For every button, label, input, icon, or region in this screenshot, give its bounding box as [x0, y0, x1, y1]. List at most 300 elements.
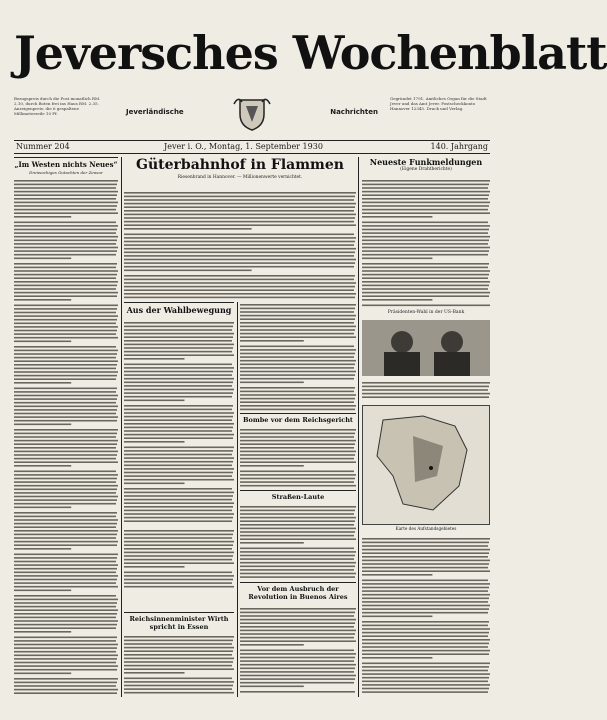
text-line	[14, 323, 116, 325]
text-line	[14, 212, 118, 214]
text-line	[240, 311, 354, 313]
text-line	[240, 367, 354, 369]
text-line	[240, 562, 356, 564]
text-line	[240, 443, 355, 445]
right-bottom-text	[362, 536, 490, 696]
text-line	[124, 347, 233, 349]
text-line	[240, 461, 356, 463]
wahl-text	[124, 320, 234, 525]
text-line	[124, 371, 233, 373]
text-line	[14, 617, 116, 619]
text-line	[14, 620, 118, 622]
text-line	[124, 479, 234, 481]
text-line	[240, 640, 356, 642]
coat-of-arms-icon	[232, 94, 272, 132]
text-line	[14, 184, 117, 186]
text-line	[14, 250, 117, 252]
text-line	[124, 206, 355, 208]
map-caption: Karte des Aufstandsgebietes	[395, 526, 457, 531]
text-line	[14, 371, 118, 373]
text-line	[124, 640, 233, 642]
text-line	[362, 267, 488, 269]
text-line	[124, 400, 185, 402]
info-bar	[14, 140, 490, 154]
text-line	[240, 394, 356, 396]
text-line	[124, 555, 233, 557]
text-line	[14, 665, 118, 667]
text-line	[240, 558, 354, 560]
text-line	[362, 549, 490, 551]
text-line	[362, 247, 490, 249]
ear-right: Gegründet 1791. Amtliches Organ für die Stadt Jever und das Amt Jever. Postscheckkonto Hannover 12345. Druck und Verlag.	[390, 96, 487, 111]
text-line	[124, 544, 233, 546]
text-line	[14, 409, 117, 411]
text-line	[14, 534, 117, 536]
text-line	[14, 568, 117, 570]
text-line	[362, 299, 432, 301]
text-line	[14, 326, 118, 328]
text-line	[124, 322, 234, 324]
text-line	[14, 191, 118, 193]
text-line	[14, 346, 116, 348]
text-line	[14, 312, 116, 314]
text-line	[240, 458, 354, 460]
text-line	[14, 613, 117, 615]
col1-headline: „Im Westen nichts Neues“	[14, 157, 118, 169]
text-line	[362, 628, 490, 630]
text-line	[240, 440, 356, 442]
text-line	[14, 631, 71, 633]
text-line	[14, 364, 117, 366]
text-line	[362, 250, 489, 252]
text-line	[124, 530, 234, 532]
text-line	[124, 344, 234, 346]
text-line	[362, 285, 489, 287]
text-line	[124, 382, 233, 384]
text-line	[14, 436, 116, 438]
text-line	[124, 492, 234, 494]
text-line	[124, 329, 232, 331]
text-line	[240, 535, 354, 537]
strassen-text	[240, 504, 356, 580]
text-line	[14, 519, 118, 521]
text-line	[14, 689, 118, 691]
text-line	[362, 583, 490, 585]
text-line	[14, 225, 118, 227]
text-line	[240, 517, 356, 519]
text-line	[124, 262, 355, 264]
text-line	[124, 196, 355, 198]
text-line	[14, 429, 118, 431]
text-line	[124, 513, 234, 515]
text-line	[362, 180, 490, 182]
text-line	[124, 552, 234, 554]
text-line	[362, 194, 489, 196]
text-line	[14, 229, 117, 231]
text-line	[124, 678, 232, 680]
text-line	[124, 668, 234, 670]
text-line	[362, 587, 489, 589]
text-line	[240, 336, 356, 338]
text-line	[124, 643, 232, 645]
text-line	[14, 537, 116, 539]
text-line	[14, 288, 116, 290]
text-line	[124, 534, 233, 536]
text-line	[362, 552, 489, 554]
col1-text-lines	[14, 178, 118, 698]
text-line	[240, 551, 356, 553]
text-line	[14, 481, 116, 483]
text-line	[240, 608, 356, 610]
strassen-headline: Straßen-Laute	[240, 490, 356, 501]
text-line	[124, 326, 233, 328]
text-line	[240, 340, 304, 342]
text-line	[14, 187, 116, 189]
text-line	[240, 633, 355, 635]
main-headline: Güterbahnhof in Flammen	[136, 157, 344, 173]
text-line	[14, 254, 116, 256]
text-line	[124, 351, 232, 353]
text-line	[14, 416, 118, 418]
text-line	[240, 485, 356, 487]
text-line	[124, 475, 232, 477]
text-line	[240, 615, 354, 617]
text-line	[362, 292, 490, 294]
text-line	[14, 350, 118, 352]
text-line	[124, 688, 232, 690]
text-line	[240, 308, 355, 310]
text-line	[124, 279, 354, 281]
text-line	[240, 569, 354, 571]
text-line	[124, 517, 233, 519]
text-line	[14, 388, 117, 390]
text-line	[124, 297, 355, 299]
text-line	[240, 346, 354, 348]
text-line	[124, 495, 233, 497]
text-line	[362, 594, 490, 596]
text-line	[14, 315, 118, 317]
text-line	[124, 510, 232, 512]
text-line	[14, 391, 116, 393]
masthead	[14, 22, 607, 84]
text-line	[240, 315, 356, 317]
text-line	[14, 406, 118, 408]
text-line	[14, 357, 116, 359]
text-line	[362, 643, 489, 645]
text-line	[14, 682, 117, 684]
text-line	[124, 566, 185, 568]
text-line	[240, 686, 304, 688]
text-line	[14, 247, 118, 249]
text-line	[240, 387, 355, 389]
bombe-headline: Bombe vor dem Reichsgericht	[240, 413, 356, 424]
text-line	[362, 625, 488, 627]
text-line	[14, 669, 117, 671]
text-line	[14, 499, 117, 501]
text-line	[362, 389, 488, 391]
text-line	[240, 333, 354, 335]
text-line	[362, 542, 489, 544]
text-line	[240, 322, 354, 324]
text-line	[362, 580, 488, 582]
text-line	[14, 198, 116, 200]
text-line	[240, 349, 356, 351]
text-line	[362, 258, 432, 260]
text-line	[14, 236, 118, 238]
text-line	[124, 488, 232, 490]
ear-left: Bezugspreis durch die Post monatlich RM. 2.10, durch Boten frei ins Haus RM. 2.35. Anzeigenpreis: die 6 gespaltene Millimeterzeile 10 Pf.	[14, 96, 101, 116]
text-line	[124, 434, 234, 436]
text-line	[14, 333, 116, 335]
text-line	[240, 329, 355, 331]
text-line	[124, 423, 234, 425]
text-line	[240, 678, 355, 680]
text-line	[124, 237, 356, 239]
text-line	[362, 556, 488, 558]
text-line	[124, 270, 252, 272]
text-line	[124, 472, 233, 474]
text-line	[362, 270, 490, 272]
text-line	[14, 485, 118, 487]
text-line	[14, 530, 118, 532]
text-line	[240, 465, 304, 467]
text-line	[14, 209, 116, 211]
text-line	[362, 605, 490, 607]
text-line	[362, 621, 489, 623]
text-line	[14, 579, 117, 581]
text-line	[362, 295, 489, 297]
text-line	[362, 202, 490, 204]
text-line	[240, 304, 356, 306]
main-article-text	[124, 190, 356, 302]
text-line	[240, 378, 354, 380]
text-line	[124, 559, 232, 561]
text-line	[14, 205, 117, 207]
text-line	[14, 277, 116, 279]
text-line	[362, 601, 488, 603]
text-line	[124, 457, 234, 459]
text-line	[240, 433, 355, 435]
text-line	[124, 340, 232, 342]
text-line	[14, 512, 117, 514]
text-line	[14, 561, 116, 563]
text-line	[124, 374, 232, 376]
text-line	[362, 639, 490, 641]
text-line	[240, 644, 304, 646]
text-line	[240, 326, 356, 328]
text-line	[14, 420, 117, 422]
text-line	[240, 405, 356, 407]
text-line	[124, 437, 233, 439]
text-line	[240, 664, 356, 666]
text-line	[124, 461, 233, 463]
text-line	[240, 451, 356, 453]
text-line	[14, 202, 118, 204]
text-line	[124, 468, 234, 470]
text-line	[362, 616, 432, 618]
text-line	[14, 402, 116, 404]
text-line	[14, 489, 117, 491]
text-line	[124, 364, 232, 366]
text-line	[14, 541, 118, 543]
text-line	[362, 305, 490, 307]
text-line	[362, 274, 489, 276]
text-line	[124, 586, 234, 588]
text-line	[240, 353, 355, 355]
text-line	[14, 353, 117, 355]
text-line	[14, 292, 118, 294]
bombe-text	[240, 427, 356, 487]
text-line	[124, 465, 232, 467]
text-line	[362, 608, 489, 610]
text-line	[14, 606, 116, 608]
text-line	[362, 612, 488, 614]
text-line	[240, 481, 354, 483]
text-line	[124, 354, 234, 356]
text-line	[240, 382, 304, 384]
text-line	[124, 224, 356, 226]
text-line	[240, 637, 354, 639]
text-line	[124, 392, 233, 394]
text-line	[124, 579, 233, 581]
text-line	[240, 513, 354, 515]
text-line	[14, 474, 118, 476]
text-line	[362, 184, 489, 186]
text-line	[124, 221, 354, 223]
text-line	[240, 668, 355, 670]
text-line	[14, 281, 118, 283]
text-line	[124, 252, 355, 254]
text-line	[362, 670, 488, 672]
subtitle-left: Jeverländische	[126, 108, 184, 116]
text-line	[240, 524, 354, 526]
text-line	[124, 661, 233, 663]
text-line	[240, 356, 354, 358]
text-line	[14, 395, 118, 397]
text-line	[362, 277, 488, 279]
text-line	[124, 562, 234, 564]
text-line	[14, 440, 118, 442]
text-line	[362, 563, 489, 565]
main-subhead: Riesenbrand in Hannover. — Millionenwerte vernichtet.	[177, 175, 303, 180]
text-line	[240, 371, 356, 373]
text-line	[14, 295, 117, 297]
text-line	[124, 450, 233, 452]
text-line	[362, 187, 488, 189]
text-line	[124, 210, 354, 212]
text-line	[240, 657, 355, 659]
text-line	[14, 678, 118, 680]
text-line	[14, 222, 116, 224]
text-line	[240, 398, 355, 400]
photo-text	[362, 380, 490, 402]
text-line	[14, 609, 118, 611]
right-head-block	[362, 157, 490, 175]
text-line	[14, 305, 118, 307]
text-line	[14, 503, 116, 505]
text-line	[240, 520, 355, 522]
text-line	[240, 612, 355, 614]
text-line	[124, 244, 354, 246]
text-line	[362, 688, 489, 690]
text-line	[124, 409, 232, 411]
text-line	[124, 681, 234, 683]
text-line	[14, 382, 71, 384]
text-line	[124, 447, 234, 449]
text-line	[240, 409, 355, 411]
text-line	[14, 232, 116, 234]
text-line	[14, 478, 117, 480]
text-line	[14, 554, 118, 556]
text-line	[14, 586, 118, 588]
text-line	[14, 644, 118, 646]
text-line	[240, 626, 354, 628]
text-line	[240, 660, 354, 662]
text-line	[362, 560, 490, 562]
text-line	[14, 360, 118, 362]
text-line	[362, 281, 490, 283]
text-line	[240, 566, 355, 568]
text-line	[240, 675, 356, 677]
text-line	[14, 451, 118, 453]
text-line	[362, 663, 490, 665]
text-line	[124, 214, 356, 216]
text-line	[14, 270, 118, 272]
text-line	[124, 692, 234, 694]
text-line	[124, 685, 233, 687]
text-line	[362, 232, 488, 234]
text-line	[124, 234, 354, 236]
text-line	[14, 413, 116, 415]
text-line	[14, 337, 118, 339]
text-line	[14, 330, 117, 332]
text-line	[362, 240, 489, 242]
text-line	[240, 528, 356, 530]
text-line	[362, 191, 490, 193]
text-line	[362, 538, 490, 540]
reich-head-block	[124, 612, 234, 632]
photo-caption: Präsidenten-Wahl in der US-Bank	[387, 310, 465, 315]
text-line	[362, 666, 489, 668]
text-line	[124, 650, 233, 652]
wahl-head-block	[124, 302, 234, 318]
text-line	[362, 691, 488, 693]
portrait-photo	[362, 320, 490, 376]
dateline: Jever i. O., Montag, 1. September 1930	[164, 142, 323, 151]
main-headline-block	[124, 157, 356, 187]
text-line	[124, 385, 232, 387]
text-line	[14, 471, 116, 473]
text-line	[362, 677, 489, 679]
text-line	[240, 506, 356, 508]
wahl-headline: Aus der Wahlbewegung	[124, 302, 234, 315]
text-line	[124, 654, 232, 656]
text-line	[124, 441, 185, 443]
text-line	[124, 333, 234, 335]
text-line	[124, 248, 356, 250]
text-line	[240, 555, 355, 557]
text-line	[240, 691, 355, 693]
right-subhead: (Eigene Drahtberichte)	[400, 167, 452, 172]
text-line	[14, 557, 117, 559]
reich-headline: Reichsinnenminister Wirth spricht in Essen	[124, 612, 234, 631]
text-line	[14, 461, 118, 463]
text-line	[240, 436, 354, 438]
strassen-head-block	[240, 490, 356, 502]
text-line	[240, 653, 356, 655]
text-line	[240, 650, 354, 652]
text-line	[362, 288, 488, 290]
